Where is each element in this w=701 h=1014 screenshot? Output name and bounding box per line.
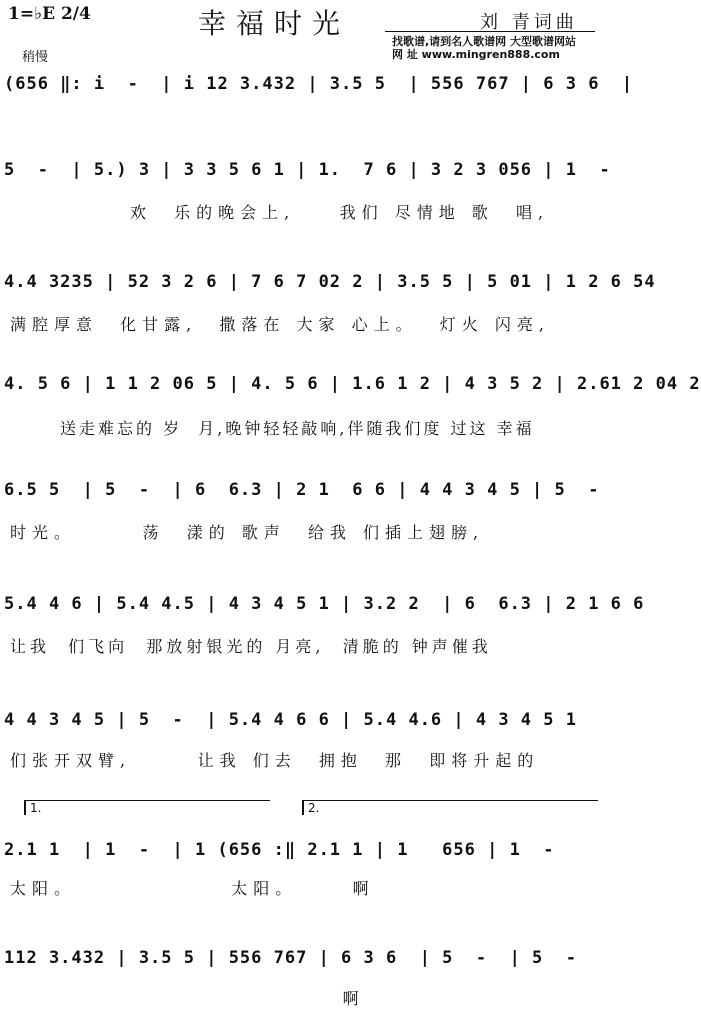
notation-line: 5.4 4 6 | 5.4 4.5 | 4 3 4 5 1 | 3.2 2 | 6 6.3 | 2 1 6 6 [4, 594, 645, 614]
volta-first-ending: 1. [24, 800, 270, 815]
notation-line: 4 4 3 4 5 | 5 - | 5.4 4 6 6 | 5.4 4.6 | 4 3 4 5 1 [4, 710, 577, 730]
tempo-marking: 稍慢 [22, 50, 49, 65]
lyric-line: 让我 们飞向 那放射银光的 月亮, 清脆的 钟声催我 [10, 637, 492, 656]
notation-line: 5 - | 5.) 3 | 3 3 5 6 1 | 1. 7 6 | 3 2 3 056 | 1 - [4, 160, 611, 180]
notation-line: 4. 5 6 | 1 1 2 06 5 | 4. 5 6 | 1.6 1 2 | 4 3 5 2 | 2.61 2 04 2 [4, 374, 701, 394]
lyric-line: 太阳。 太阳。 啊 [10, 879, 375, 898]
key-signature: 1=♭E 2/4 [8, 4, 91, 24]
notation-line: 2.1 1 | 1 - | 1 (656 :‖ 2.1 1 | 1 656 | 1 - [4, 840, 555, 860]
lyric-line: 满腔厚意 化甘露, 撒落在 大家 心上。 灯火 闪亮, [10, 315, 550, 334]
watermark-line-1: 找歌谱,请到名人歌谱网 大型歌谱网站 [392, 35, 577, 48]
composer-credit: 刘 青词曲 [480, 12, 578, 33]
volta-second-ending: 2. [302, 800, 598, 815]
lyric-line: 送走难忘的 岁 月,晚钟轻轻敲响,伴随我们度 过这 幸福 [60, 419, 535, 438]
lyric-line: 们张开双臂, 让我 们去 拥抱 那 即将升起的 [10, 751, 540, 770]
notation-line: 4.4 3235 | 52 3 2 6 | 7 6 7 02 2 | 3.5 5 | 5 01 | 1 2 6 54 [4, 272, 656, 292]
lyric-line: 啊 [10, 989, 365, 1008]
watermark-line-2: 网 址 www.mingren888.com [392, 48, 560, 61]
notation-line: (656 ‖: i - | i 12 3.432 | 3.5 5 | 556 767 | 6 3 6 | [4, 74, 634, 94]
credit-underline [385, 31, 595, 32]
lyric-line: 时光。 荡 漾的 歌声 给我 们插上翅膀, [10, 523, 485, 542]
notation-line: 112 3.432 | 3.5 5 | 556 767 | 6 3 6 | 5 - | 5 - [4, 948, 577, 968]
song-title: 幸福时光 [198, 7, 351, 40]
lyric-line: 欢 乐的晚会上, 我们 尽情地 歌 唱, [130, 203, 550, 222]
notation-line: 6.5 5 | 5 - | 6 6.3 | 2 1 6 6 | 4 4 3 4 5 | 5 - [4, 480, 600, 500]
